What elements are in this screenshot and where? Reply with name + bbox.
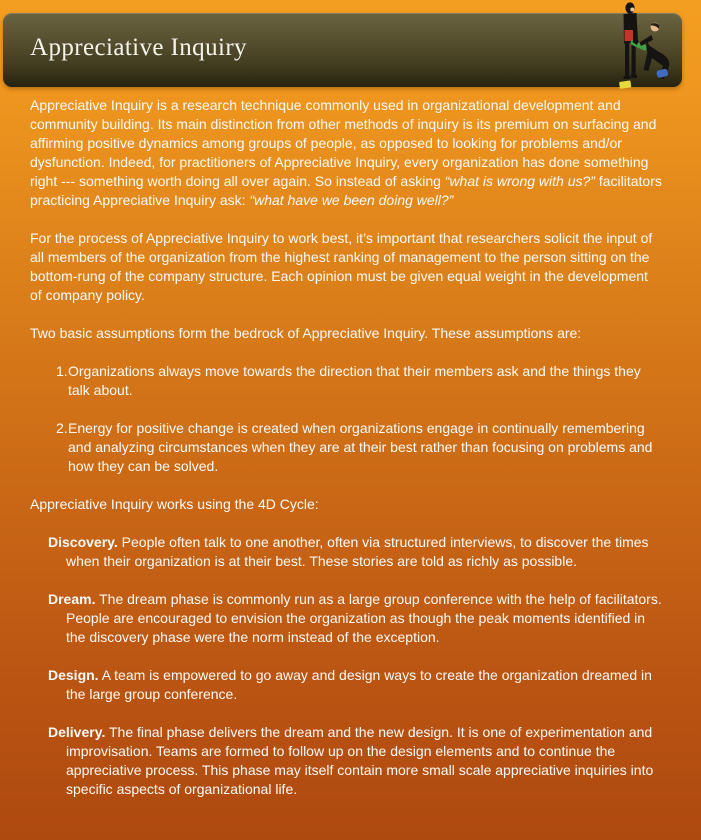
cycle-intro: Appreciative Inquiry works using the 4D Cycle: [30, 496, 319, 512]
cycle-item-discovery [30, 533, 662, 571]
assumptions-intro: Two basic assumptions form the bedrock of Appreciative Inquiry. These assumptions are: [30, 325, 582, 341]
cycle-item-text: A team is empowered to go away and design ways to create the organization dreamed in the large group conference. [66, 667, 652, 702]
list-item-text: Organizations always move towards the direction that their members ask and the things they talk about. [68, 363, 641, 398]
cycle-item-lead: Discovery. [48, 534, 118, 550]
business-people-image [603, 0, 699, 96]
intro-paragraph [30, 96, 662, 210]
intro-run-2: facilitators practicing Appreciative Inquiry ask: [30, 173, 662, 208]
intro-run-1: Appreciative Inquiry is a research technique commonly used in organizational development and community building. Its main distinction from other methods of inquiry is its premium on surfacing and affirming positive dynamics among groups of people, as opposed to looking for problems and/or dysfunction. Indeed, for practitioners of Appreciative Inquiry, every organization has done something right --- something worth doing all over again. So instead of asking [30, 97, 657, 189]
cycle-item-lead: Dream. [48, 591, 96, 607]
list-number: 1. [56, 363, 68, 379]
page-title: Appreciative Inquiry [30, 34, 247, 61]
intro-quote-1: “what is wrong with us?” [444, 173, 595, 189]
document-body [30, 96, 662, 818]
yellow-card-shape [619, 80, 631, 89]
cycle-item-dream [30, 590, 662, 647]
assumption-list-item-2 [30, 419, 662, 476]
cycle-item-lead: Design. [48, 667, 99, 683]
list-number: 2. [56, 420, 68, 436]
cycle-item-lead: Delivery. [48, 724, 106, 740]
cycle-item-delivery [30, 723, 662, 799]
title-bar [3, 13, 682, 87]
cycle-item-text: The final phase delivers the dream and the new design. It is one of experimentation and improvisation. Teams are formed to follow up on the design elements and to continue the appreciative process. This phase may itself contain more small scale appreciative inquiries into specific aspects of organizational life. [66, 724, 654, 797]
intro-quote-2: “what have we been doing well?” [249, 192, 454, 208]
cycle-item-text: People often talk to one another, often via structured interviews, to discover the times when their organization is at their best. These stories are told as richly as possible. [66, 534, 649, 569]
cycle-item-text: The dream phase is commonly run as a large group conference with the help of facilitators. People are encouraged to envision the organization as though the peak moments identified in the discovery phase were the norm instead of the exception. [66, 591, 662, 645]
process-paragraph: For the process of Appreciative Inquiry to work best, it’s important that researchers solicit the input of all members of the organization from the highest ranking of management to the person sitting on the bottom-rung of the company structure. Each opinion must be given equal weight in the development of company policy. [30, 230, 653, 303]
cycle-item-design [30, 666, 662, 704]
list-item-text: Energy for positive change is created when organizations engage in continually remembering and analyzing circumstances when they are at their best rather than focusing on problems and how they can be solved. [68, 420, 653, 474]
assumption-list-item-1 [30, 362, 662, 400]
crouching-person-silhouette [640, 23, 670, 79]
